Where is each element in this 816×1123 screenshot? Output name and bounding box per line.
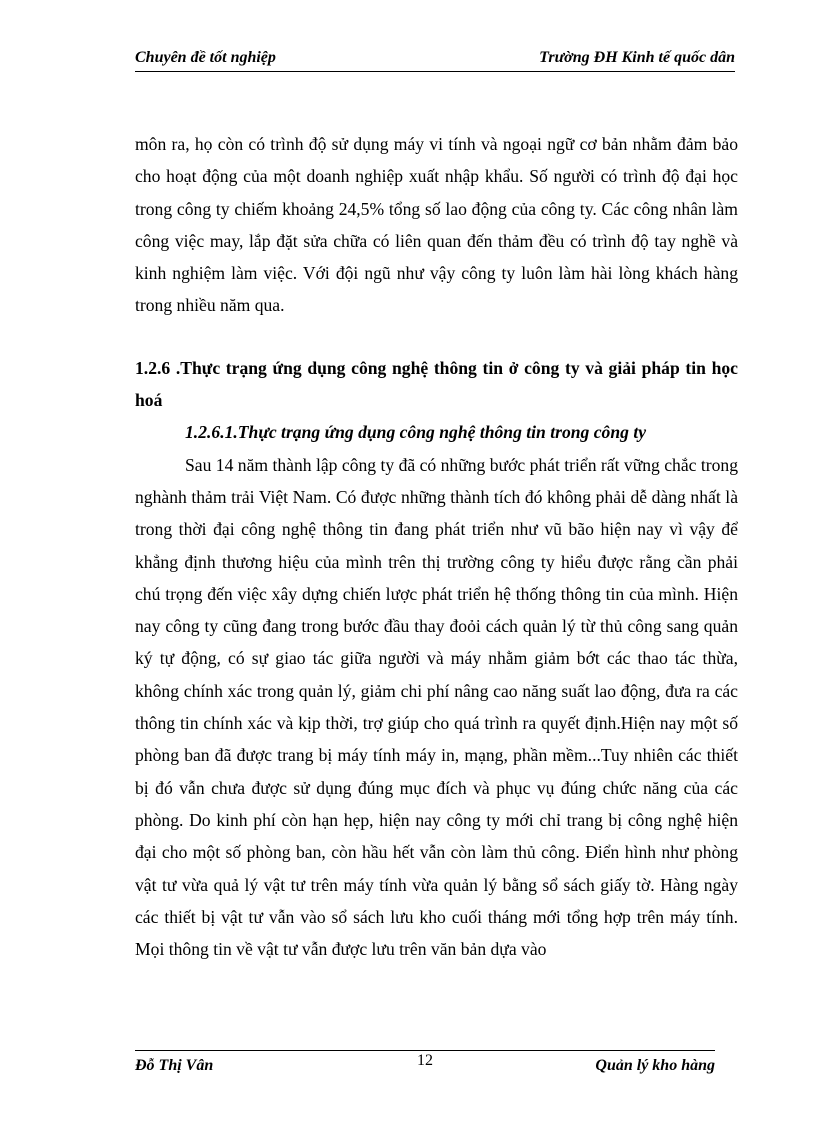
subsection-heading: 1.2.6.1.Thực trạng ứng dụng công nghệ thông tin trong công ty: [185, 422, 647, 443]
header-right-title: Trường ĐH Kinh tế quốc dân: [539, 49, 735, 66]
paragraph-continuation: môn ra, họ còn có trình độ sử dụng máy vi tính và ngoại ngữ cơ bản nhằm đảm bảo cho hoạt động của một doanh nghiệp xuất nhập khẩu. Số người có trình độ đại học trong công ty chiếm khoảng 24,5% tổng số lao động của công ty. Các công nhân làm công việc may, lắp đặt sửa chữa có liên quan đến thảm đều có trình độ tay nghề và kinh nghiệm làm việc. Với đội ngũ như vậy công ty luôn làm hài lòng khách hàng trong nhiều năm qua.: [135, 134, 738, 316]
footer-author: Đỗ Thị Vân: [135, 1057, 214, 1074]
header-left-title: Chuyên đề tốt nghiệp: [135, 49, 276, 66]
paragraph-main: Sau 14 năm thành lập công ty đã có những bước phát triển rất vững chắc trong nghành thảm trải Việt Nam. Có được những thành tích đó không phải dễ dàng nhất là trong thời đại công nghệ thông tin đang phát triển như vũ bão hiện nay vì vậy để khẳng định thương hiệu của mình trên thị trường công ty hiểu được rằng cần phải chú trọng đến việc xây dựng chiến lược phát triển hệ thống thông tin của mình. Hiện nay công ty cũng đang trong bước đầu thay đoỏi cách quản lý từ thủ công sang quản ký tự động, có sự giao tác giữa người và máy nhằm giảm bớt các thao tác thừa, không chính xác trong quản lý, giảm chi phí nâng cao năng suất lao động, đưa ra các thông tin chính xác và kịp thời, trợ giúp cho quá trình ra quyết định.Hiện nay một số phòng ban đã được trang bị máy tính máy in, mạng, phần mềm...Tuy nhiên các thiết bị đó vẫn chưa được sử dụng đúng mục đích và phục vụ đúng chức năng của các phòng. Do kinh phí còn hạn hẹp, hiện nay công ty mới chỉ trang bị công nghệ hiện đại cho một số phòng ban, còn hầu hết vẫn còn làm thủ công. Điển hình như phòng vật tư vừa quả lý vật tư trên máy tính vừa quản lý bằng sổ sách giấy tờ. Hàng ngày các thiết bị vật tư vẫn vào sổ sách lưu kho cuối tháng mới tổng hợp trên máy tính. Mọi thông tin về vật tư vẫn được lưu trên văn bản dựa vào: [135, 454, 738, 960]
footer-topic: Quản lý kho hàng: [595, 1057, 715, 1074]
page-header: [135, 47, 735, 72]
page-number: 12: [417, 1052, 433, 1069]
page-footer: [135, 1050, 715, 1081]
section-heading: 1.2.6 .Thực trạng ứng dụng công nghệ thông tin ở công ty và giải pháp tin học hoá: [135, 357, 738, 411]
page-body: [135, 128, 738, 965]
